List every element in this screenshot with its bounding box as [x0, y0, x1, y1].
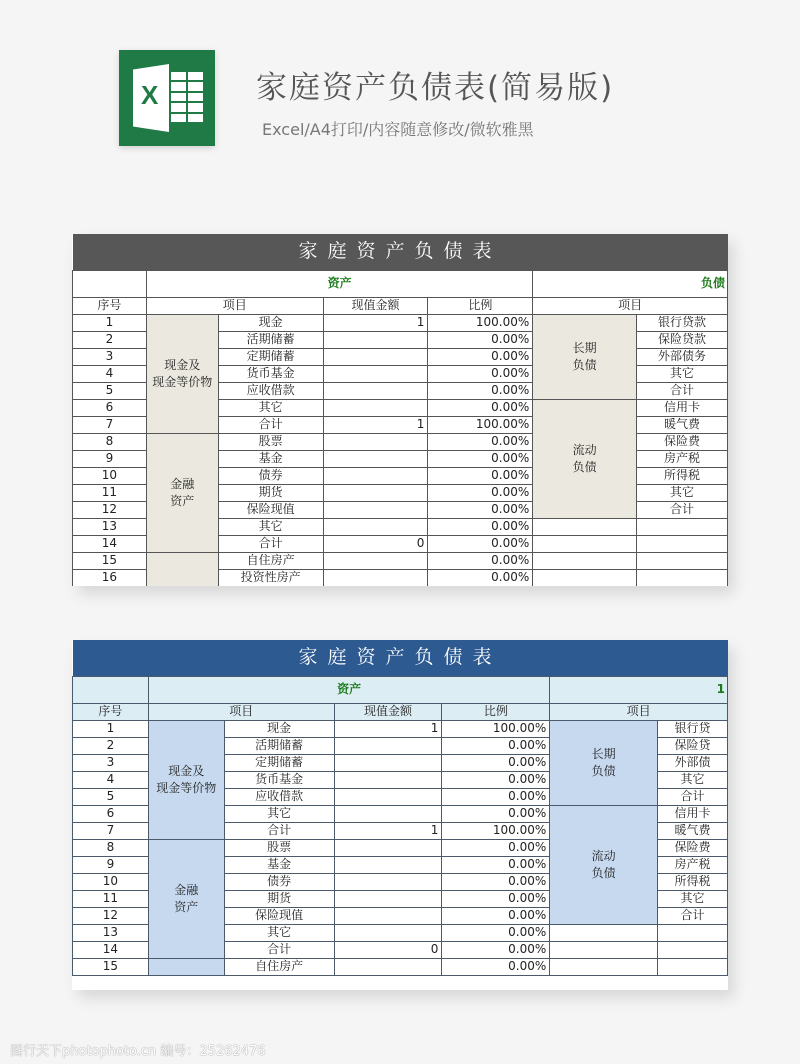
liability-item-cell[interactable]: 所得税 [658, 873, 728, 890]
seq-cell[interactable]: 7 [73, 822, 149, 839]
item-cell[interactable]: 自住房产 [218, 552, 323, 569]
item-cell[interactable]: 合计 [218, 416, 323, 433]
ratio-cell[interactable]: 100.00% [428, 416, 533, 433]
group-financial-assets[interactable]: 金融 资产 [148, 839, 224, 958]
value-cell[interactable] [334, 737, 442, 754]
ratio-cell[interactable]: 0.00% [428, 331, 533, 348]
item-cell[interactable]: 其它 [218, 399, 323, 416]
value-cell[interactable] [334, 873, 442, 890]
ratio-cell[interactable]: 0.00% [428, 535, 533, 552]
header-ratio[interactable]: 比例 [442, 703, 550, 720]
item-cell[interactable]: 货币基金 [218, 365, 323, 382]
group-financial-assets[interactable]: 金融 资产 [146, 433, 218, 552]
liability-item-cell[interactable] [658, 924, 728, 941]
value-cell[interactable] [323, 331, 428, 348]
header-item[interactable]: 项目 [148, 703, 334, 720]
item-cell[interactable]: 基金 [218, 450, 323, 467]
liability-item-cell[interactable]: 保险贷款 [637, 331, 728, 348]
ratio-cell[interactable]: 0.00% [442, 754, 550, 771]
liabilities-section-label[interactable]: 负债 [533, 270, 728, 297]
column-header-row [73, 297, 728, 314]
ratio-cell[interactable]: 0.00% [428, 433, 533, 450]
liability-item-cell[interactable]: 合计 [658, 907, 728, 924]
empty-cell[interactable] [533, 518, 637, 535]
group-cash-equivalents[interactable]: 现金及 现金等价物 [148, 720, 224, 839]
seq-cell[interactable]: 2 [73, 331, 147, 348]
liability-item-cell[interactable]: 银行贷 [658, 720, 728, 737]
liability-item-cell[interactable] [637, 535, 728, 552]
empty-cell[interactable] [533, 535, 637, 552]
sheet-preview-blue [72, 640, 728, 990]
seq-cell[interactable]: 3 [73, 754, 149, 771]
item-cell[interactable]: 其它 [224, 924, 334, 941]
seq-cell[interactable]: 6 [73, 399, 147, 416]
seq-cell[interactable]: 4 [73, 365, 147, 382]
value-cell[interactable] [323, 569, 428, 586]
blank-cell[interactable] [73, 270, 147, 297]
seq-cell[interactable]: 13 [73, 518, 147, 535]
value-cell[interactable] [334, 856, 442, 873]
liability-item-cell[interactable]: 其它 [658, 771, 728, 788]
assets-section-label[interactable]: 资产 [146, 270, 532, 297]
seq-cell[interactable]: 6 [73, 805, 149, 822]
item-cell[interactable]: 投资性房产 [218, 569, 323, 586]
value-cell[interactable] [323, 365, 428, 382]
seq-cell[interactable]: 5 [73, 788, 149, 805]
seq-cell[interactable]: 15 [73, 552, 147, 569]
value-cell[interactable] [323, 433, 428, 450]
liability-item-cell[interactable]: 信用卡 [658, 805, 728, 822]
ratio-cell[interactable]: 0.00% [442, 958, 550, 975]
value-cell[interactable] [334, 788, 442, 805]
item-cell[interactable]: 现金 [224, 720, 334, 737]
ratio-cell[interactable]: 100.00% [442, 822, 550, 839]
value-cell[interactable] [323, 399, 428, 416]
ratio-cell[interactable]: 0.00% [428, 518, 533, 535]
liability-item-cell[interactable] [658, 958, 728, 975]
item-cell[interactable]: 合计 [224, 822, 334, 839]
balance-sheet-table [72, 640, 728, 976]
header-item[interactable]: 项目 [146, 297, 323, 314]
value-cell[interactable] [334, 890, 442, 907]
liability-item-cell[interactable]: 其它 [637, 484, 728, 501]
header-ratio[interactable]: 比例 [428, 297, 533, 314]
ratio-cell[interactable]: 0.00% [442, 805, 550, 822]
seq-cell[interactable]: 5 [73, 382, 147, 399]
item-cell[interactable]: 期货 [218, 484, 323, 501]
header-value[interactable]: 现值金额 [323, 297, 428, 314]
empty-cell[interactable] [533, 552, 637, 569]
item-cell[interactable]: 股票 [224, 839, 334, 856]
liability-item-cell[interactable]: 保险贷 [658, 737, 728, 754]
seq-cell[interactable]: 8 [73, 839, 149, 856]
group-current-liabilities[interactable]: 流动 负债 [550, 805, 658, 924]
liability-item-cell[interactable]: 房产税 [658, 856, 728, 873]
seq-cell[interactable]: 9 [73, 856, 149, 873]
item-cell[interactable]: 应收借款 [224, 788, 334, 805]
item-cell[interactable]: 定期储蓄 [224, 754, 334, 771]
seq-cell[interactable]: 9 [73, 450, 147, 467]
watermark: 图行天下photophoto.cn 编号：25262476 [10, 1044, 266, 1059]
seq-cell[interactable]: 11 [73, 890, 149, 907]
value-cell[interactable]: 0 [334, 941, 442, 958]
ratio-cell[interactable]: 0.00% [428, 569, 533, 586]
page-title: 家庭资产负债表(简易版) [256, 70, 615, 106]
liability-item-cell[interactable] [637, 569, 728, 586]
ratio-cell[interactable]: 0.00% [428, 382, 533, 399]
liability-item-cell[interactable] [637, 518, 728, 535]
ratio-cell[interactable]: 0.00% [442, 890, 550, 907]
seq-cell[interactable]: 12 [73, 501, 147, 518]
item-cell[interactable]: 活期储蓄 [224, 737, 334, 754]
blank-cell[interactable] [73, 676, 149, 703]
value-cell[interactable] [323, 484, 428, 501]
table-row [73, 314, 728, 331]
item-cell[interactable]: 债券 [224, 873, 334, 890]
value-cell[interactable] [334, 924, 442, 941]
value-cell[interactable] [323, 382, 428, 399]
seq-cell[interactable]: 4 [73, 771, 149, 788]
balance-sheet-table [72, 234, 728, 586]
ratio-cell[interactable]: 0.00% [428, 501, 533, 518]
group-current-liabilities[interactable]: 流动 负债 [533, 399, 637, 518]
value-cell[interactable] [334, 907, 442, 924]
item-cell[interactable]: 保险现值 [218, 501, 323, 518]
header-liability-item[interactable]: 项目 [533, 297, 728, 314]
value-cell[interactable] [323, 450, 428, 467]
group-long-term-liabilities[interactable]: 长期 负债 [533, 314, 637, 399]
ratio-cell[interactable]: 0.00% [442, 941, 550, 958]
ratio-cell[interactable]: 0.00% [442, 771, 550, 788]
excel-logo-icon: X [119, 50, 215, 146]
sheet-title: 家庭资产负债表 [73, 640, 728, 676]
value-cell[interactable]: 0 [323, 535, 428, 552]
table-row [73, 552, 728, 569]
seq-cell[interactable]: 7 [73, 416, 147, 433]
table-row [73, 720, 728, 737]
liability-item-cell[interactable]: 房产税 [637, 450, 728, 467]
section-row [73, 676, 728, 703]
ratio-cell[interactable]: 0.00% [442, 737, 550, 754]
group-real-estate[interactable] [146, 552, 218, 586]
group-cash-equivalents[interactable]: 现金及 现金等价物 [146, 314, 218, 433]
item-cell[interactable]: 自住房产 [224, 958, 334, 975]
seq-cell[interactable]: 8 [73, 433, 147, 450]
header-liability-item[interactable]: 项目 [550, 703, 728, 720]
value-cell[interactable]: 1 [323, 416, 428, 433]
seq-cell[interactable]: 3 [73, 348, 147, 365]
item-cell[interactable]: 合计 [224, 941, 334, 958]
value-cell[interactable] [334, 958, 442, 975]
sheet-title: 家庭资产负债表 [73, 234, 728, 270]
seq-cell[interactable]: 14 [73, 941, 149, 958]
liability-item-cell[interactable]: 暖气费 [637, 416, 728, 433]
liability-item-cell[interactable]: 其它 [658, 890, 728, 907]
value-cell[interactable] [334, 754, 442, 771]
group-real-estate[interactable] [148, 958, 224, 975]
section-row [73, 270, 728, 297]
liability-item-cell[interactable]: 其它 [637, 365, 728, 382]
ratio-cell[interactable]: 0.00% [442, 907, 550, 924]
liability-item-cell[interactable]: 银行贷款 [637, 314, 728, 331]
title-row [73, 640, 728, 676]
item-cell[interactable]: 其它 [218, 518, 323, 535]
header-seq[interactable]: 序号 [73, 703, 149, 720]
ratio-cell[interactable]: 0.00% [428, 399, 533, 416]
ratio-cell[interactable]: 0.00% [442, 924, 550, 941]
empty-cell[interactable] [550, 941, 658, 958]
ratio-cell[interactable]: 0.00% [442, 873, 550, 890]
seq-cell[interactable]: 1 [73, 314, 147, 331]
value-cell[interactable] [323, 552, 428, 569]
seq-cell[interactable]: 12 [73, 907, 149, 924]
header-seq[interactable]: 序号 [73, 297, 147, 314]
seq-cell[interactable]: 10 [73, 873, 149, 890]
seq-cell[interactable]: 11 [73, 484, 147, 501]
value-cell[interactable] [334, 771, 442, 788]
value-cell[interactable]: 1 [334, 720, 442, 737]
column-header-row [73, 703, 728, 720]
liabilities-section-label[interactable]: 1 [550, 676, 728, 703]
ratio-cell[interactable]: 0.00% [428, 365, 533, 382]
liability-item-cell[interactable]: 暖气费 [658, 822, 728, 839]
liability-item-cell[interactable] [658, 941, 728, 958]
empty-cell[interactable] [550, 924, 658, 941]
ratio-cell[interactable]: 0.00% [428, 467, 533, 484]
page-subtitle: Excel/A4打印/内容随意修改/微软雅黑 [262, 120, 534, 139]
item-cell[interactable]: 期货 [224, 890, 334, 907]
title-row [73, 234, 728, 270]
item-cell[interactable]: 股票 [218, 433, 323, 450]
liability-item-cell[interactable]: 合计 [637, 501, 728, 518]
ratio-cell[interactable]: 0.00% [428, 450, 533, 467]
sheet-preview-gray [72, 234, 728, 586]
liability-item-cell[interactable] [637, 552, 728, 569]
value-cell[interactable]: 1 [323, 314, 428, 331]
page-header [0, 0, 800, 200]
item-cell[interactable]: 债券 [218, 467, 323, 484]
liability-item-cell[interactable]: 合计 [658, 788, 728, 805]
liability-item-cell[interactable]: 外部债 [658, 754, 728, 771]
table-row [73, 958, 728, 975]
ratio-cell[interactable]: 100.00% [442, 720, 550, 737]
value-cell[interactable]: 1 [334, 822, 442, 839]
ratio-cell[interactable]: 0.00% [428, 348, 533, 365]
value-cell[interactable] [334, 805, 442, 822]
assets-section-label[interactable]: 资产 [148, 676, 549, 703]
ratio-cell[interactable]: 0.00% [442, 856, 550, 873]
liability-item-cell[interactable]: 信用卡 [637, 399, 728, 416]
item-cell[interactable]: 其它 [224, 805, 334, 822]
group-long-term-liabilities[interactable]: 长期 负债 [550, 720, 658, 805]
seq-cell[interactable]: 2 [73, 737, 149, 754]
seq-cell[interactable]: 13 [73, 924, 149, 941]
header-value[interactable]: 现值金额 [334, 703, 442, 720]
ratio-cell[interactable]: 0.00% [428, 552, 533, 569]
seq-cell[interactable]: 16 [73, 569, 147, 586]
item-cell[interactable]: 现金 [218, 314, 323, 331]
liability-item-cell[interactable]: 保险费 [637, 433, 728, 450]
liability-item-cell[interactable]: 所得税 [637, 467, 728, 484]
value-cell[interactable] [334, 839, 442, 856]
value-cell[interactable] [323, 501, 428, 518]
item-cell[interactable]: 应收借款 [218, 382, 323, 399]
value-cell[interactable] [323, 467, 428, 484]
liability-item-cell[interactable]: 合计 [637, 382, 728, 399]
item-cell[interactable]: 活期储蓄 [218, 331, 323, 348]
item-cell[interactable]: 合计 [218, 535, 323, 552]
empty-cell[interactable] [550, 958, 658, 975]
liability-item-cell[interactable]: 外部债务 [637, 348, 728, 365]
ratio-cell[interactable]: 0.00% [428, 484, 533, 501]
ratio-cell[interactable]: 0.00% [442, 839, 550, 856]
seq-cell[interactable]: 15 [73, 958, 149, 975]
value-cell[interactable] [323, 348, 428, 365]
seq-cell[interactable]: 14 [73, 535, 147, 552]
value-cell[interactable] [323, 518, 428, 535]
item-cell[interactable]: 保险现值 [224, 907, 334, 924]
seq-cell[interactable]: 1 [73, 720, 149, 737]
item-cell[interactable]: 基金 [224, 856, 334, 873]
empty-cell[interactable] [533, 569, 637, 586]
seq-cell[interactable]: 10 [73, 467, 147, 484]
liability-item-cell[interactable]: 保险费 [658, 839, 728, 856]
item-cell[interactable]: 定期储蓄 [218, 348, 323, 365]
item-cell[interactable]: 货币基金 [224, 771, 334, 788]
ratio-cell[interactable]: 0.00% [442, 788, 550, 805]
ratio-cell[interactable]: 100.00% [428, 314, 533, 331]
